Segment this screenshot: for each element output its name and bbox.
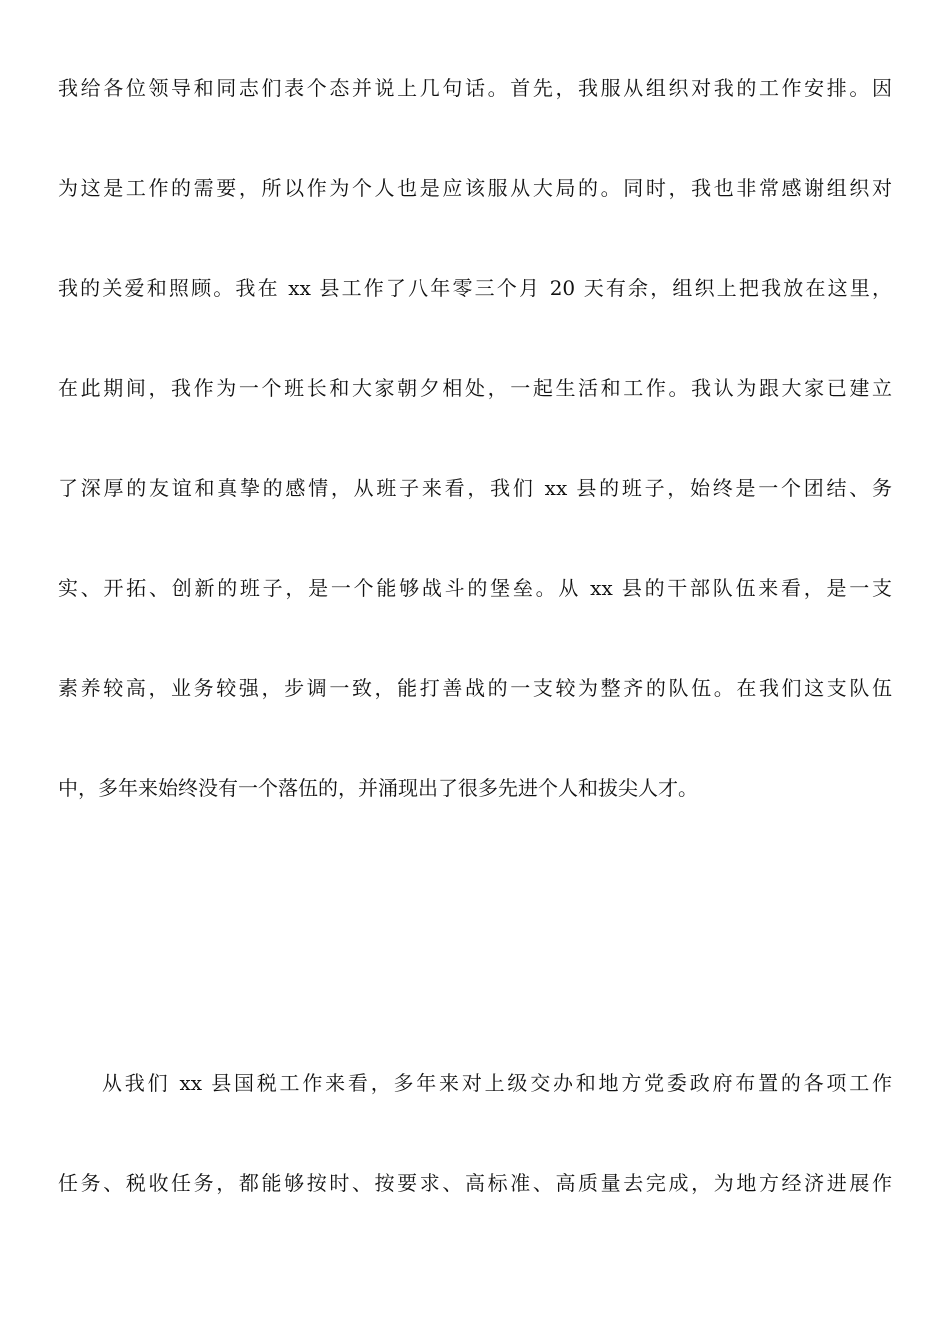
text-line: 素养较高，业务较强，步调一致，能打善战的一支较为整齐的队伍。在我们这支队伍	[58, 676, 892, 700]
text-line: 实、开拓、创新的班子，是一个能够战斗的堡垒。从 xx 县的干部队伍来看，是一支	[58, 576, 892, 600]
paragraph-1	[58, 38, 892, 838]
text-line: 我的关爱和照顾。我在 xx 县工作了八年零三个月 20 天有余，组织上把我放在这里，	[58, 276, 892, 300]
text-line: 了深厚的友谊和真挚的感情，从班子来看，我们 xx 县的班子，始终是一个团结、务	[58, 476, 892, 500]
text-line: 中，多年来始终没有一个落伍的，并涌现出了很多先进个人和拔尖人才。	[58, 776, 698, 800]
text-line: 任务、税收任务，都能够按时、按要求、高标准、高质量去完成，为地方经济进展作	[58, 1171, 892, 1195]
text-line: 为这是工作的需要，所以作为个人也是应该服从大局的。同时，我也非常感谢组织对	[58, 176, 892, 200]
text-line: 我给各位领导和同志们表个态并说上几句话。首先，我服从组织对我的工作安排。因	[58, 76, 892, 100]
paragraph-2	[58, 1033, 892, 1233]
text-line: 在此期间，我作为一个班长和大家朝夕相处，一起生活和工作。我认为跟大家已建立	[58, 376, 892, 400]
text-line: 从我们 xx 县国税工作来看，多年来对上级交办和地方党委政府布置的各项工作	[102, 1071, 892, 1095]
